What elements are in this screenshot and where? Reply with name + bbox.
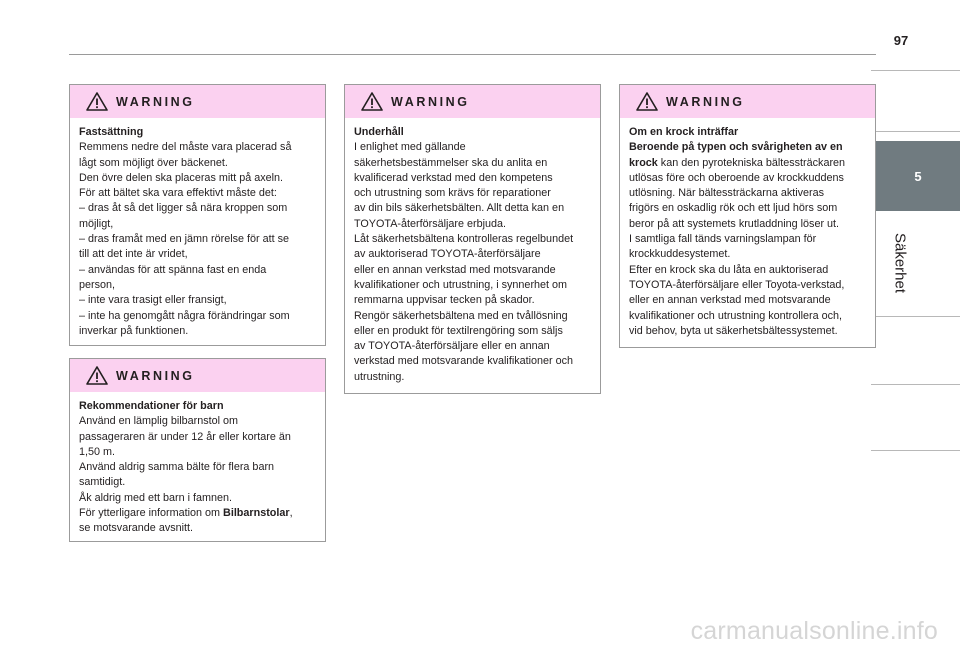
text-line: se motsvarande avsnitt. [79,522,194,535]
warning-box-fastening [69,84,326,346]
text-line: – inte vara trasigt eller fransigt, [79,294,227,307]
text-line: Använd aldrig samma bälte för flera barn [79,461,275,474]
text-line: av TOYOTA-återförsäljare eller en annan [354,340,550,353]
text-line: lågt som möjligt över bäckenet. [79,156,228,169]
chapter-tab[interactable] [876,141,960,211]
text-line: eller en annan verkstad med motsvarande [354,263,556,276]
text-line: Den övre delen ska placeras mitt på axeln. [79,171,284,184]
text-line: – dras framåt med en jämn rörelse för att se [79,233,290,246]
warning-title: Underhåll [354,126,404,138]
warning-label: WARNING [391,94,470,109]
text-line: person, [79,278,116,291]
text-line: eller en annan verkstad med motsvarande [629,294,831,307]
text-line: beror på att systemets krutladdning löser ut. [629,217,840,230]
warning-label: WARNING [666,94,745,109]
warning-body [620,118,875,339]
text-line: av auktoriserad TOYOTA-återförsäljare [354,248,541,261]
warning-triangle-icon [86,92,108,111]
chapter-title-text: Säkerhet [891,232,909,294]
warning-triangle-icon [86,366,108,385]
reference-prefix: För ytterligare information om [79,507,224,520]
text-line: – dras åt så det ligger så nära kroppen som [79,202,288,215]
text-line: kvalificerad verkstad med den kompetens [354,171,553,184]
text-line: Använd en lämplig bilbarnstol om [79,415,239,428]
text-line: eller en produkt för textilrengöring som säljs [354,324,563,337]
text-line: frigörs en oskadlig rök och ett ljud hörs som [629,202,838,215]
warning-header [345,85,600,118]
subtitle-line [629,156,866,171]
text-line: Efter en krock ska du låta en auktoriserad [629,263,829,276]
warning-header [70,359,325,392]
text-line: samtidigt. [79,476,126,489]
page-number: 97 [893,33,909,48]
text-line: Åk aldrig med ett barn i famnen. [79,491,233,504]
text-line: Remmens nedre del måste vara placerad så [79,141,292,154]
warning-body [70,392,325,537]
warning-title: Om en krock inträffar [629,126,739,138]
text-line: utlösning. När bältessträckarna aktiveras [629,187,825,200]
warning-title: Fastsättning [79,126,144,138]
text-line: Rengör säkerhetsbältena med en tvållösning [354,309,568,322]
text-line: TOYOTA-återförsäljare eller Toyota-verkstad, [629,278,845,291]
side-tab-divider [871,131,960,132]
text-line: – användas för att spänna fast en enda [79,263,267,276]
header-rule [69,54,876,55]
text-line: inverkar på funktionen. [79,324,189,337]
text-line: kvalifikationer och utrustning, i synnerhet om [354,278,568,291]
subtitle-rest: kan den pyrotekniska bältessträckaren [657,156,846,169]
subtitle-bold: krock [629,156,658,169]
watermark: carmanualsonline.info [690,617,938,645]
text-line: utrustning. [354,370,405,383]
text-line: remmarna uppvisar tecken på skador. [354,294,535,307]
warning-triangle-icon [361,92,383,111]
reference-line [79,506,316,521]
warning-body [70,118,325,339]
warning-box-maintenance [344,84,601,394]
text-line: verkstad med motsvarande kvalifikationer och [354,355,574,368]
chapter-number: 5 [914,168,922,184]
warning-label: WARNING [116,368,195,383]
text-line: säkerhetsbestämmelser ska du anlita en [354,156,548,169]
side-tab-divider [871,384,960,385]
warning-body [345,118,600,385]
text-line: passageraren är under 12 år eller kortare än [79,430,291,443]
side-tab-divider [871,70,960,71]
warning-label: WARNING [116,94,195,109]
side-tab-divider [871,316,960,317]
text-line: För att bältet ska vara effektivt måste det: [79,187,277,200]
text-line: utlösas före och oberoende av krockkuddens [629,171,844,184]
warning-box-collision [619,84,876,348]
text-line: I enlighet med gällande [354,141,466,154]
chapter-title [880,218,920,308]
text-line: Låt säkerhetsbältena kontrolleras regelbundet [354,233,574,246]
warning-title: Rekommendationer för barn [79,400,224,412]
reference-suffix: , [289,507,293,520]
warning-header [620,85,875,118]
text-line: kvalifikationer och utrustning kontrollera och, [629,309,843,322]
text-line: TOYOTA-återförsäljare erbjuda. [354,217,507,230]
side-tab-divider [871,450,960,451]
warning-header [70,85,325,118]
text-line: till att det inte är vridet, [79,248,188,261]
text-line: 1,50 m. [79,445,116,458]
text-line: krockkuddesystemet. [629,248,731,261]
text-line: I samtliga fall tänds varningslampan för [629,233,817,246]
warning-box-children [69,358,326,542]
warning-triangle-icon [636,92,658,111]
text-line: och utrustning som krävs för reparationer [354,187,551,200]
text-line: vid behov, byta ut säkerhetsbältessystemet. [629,324,838,337]
child-seats-link[interactable]: Bilbarnstolar [223,507,290,520]
text-line: av din bils säkerhetsbälten. Allt detta kan en [354,202,565,215]
text-line: möjligt, [79,217,114,230]
warning-subtitle: Beroende på typen och svårigheten av en [629,141,843,154]
text-line: – inte ha genomgått några förändringar som [79,309,290,322]
